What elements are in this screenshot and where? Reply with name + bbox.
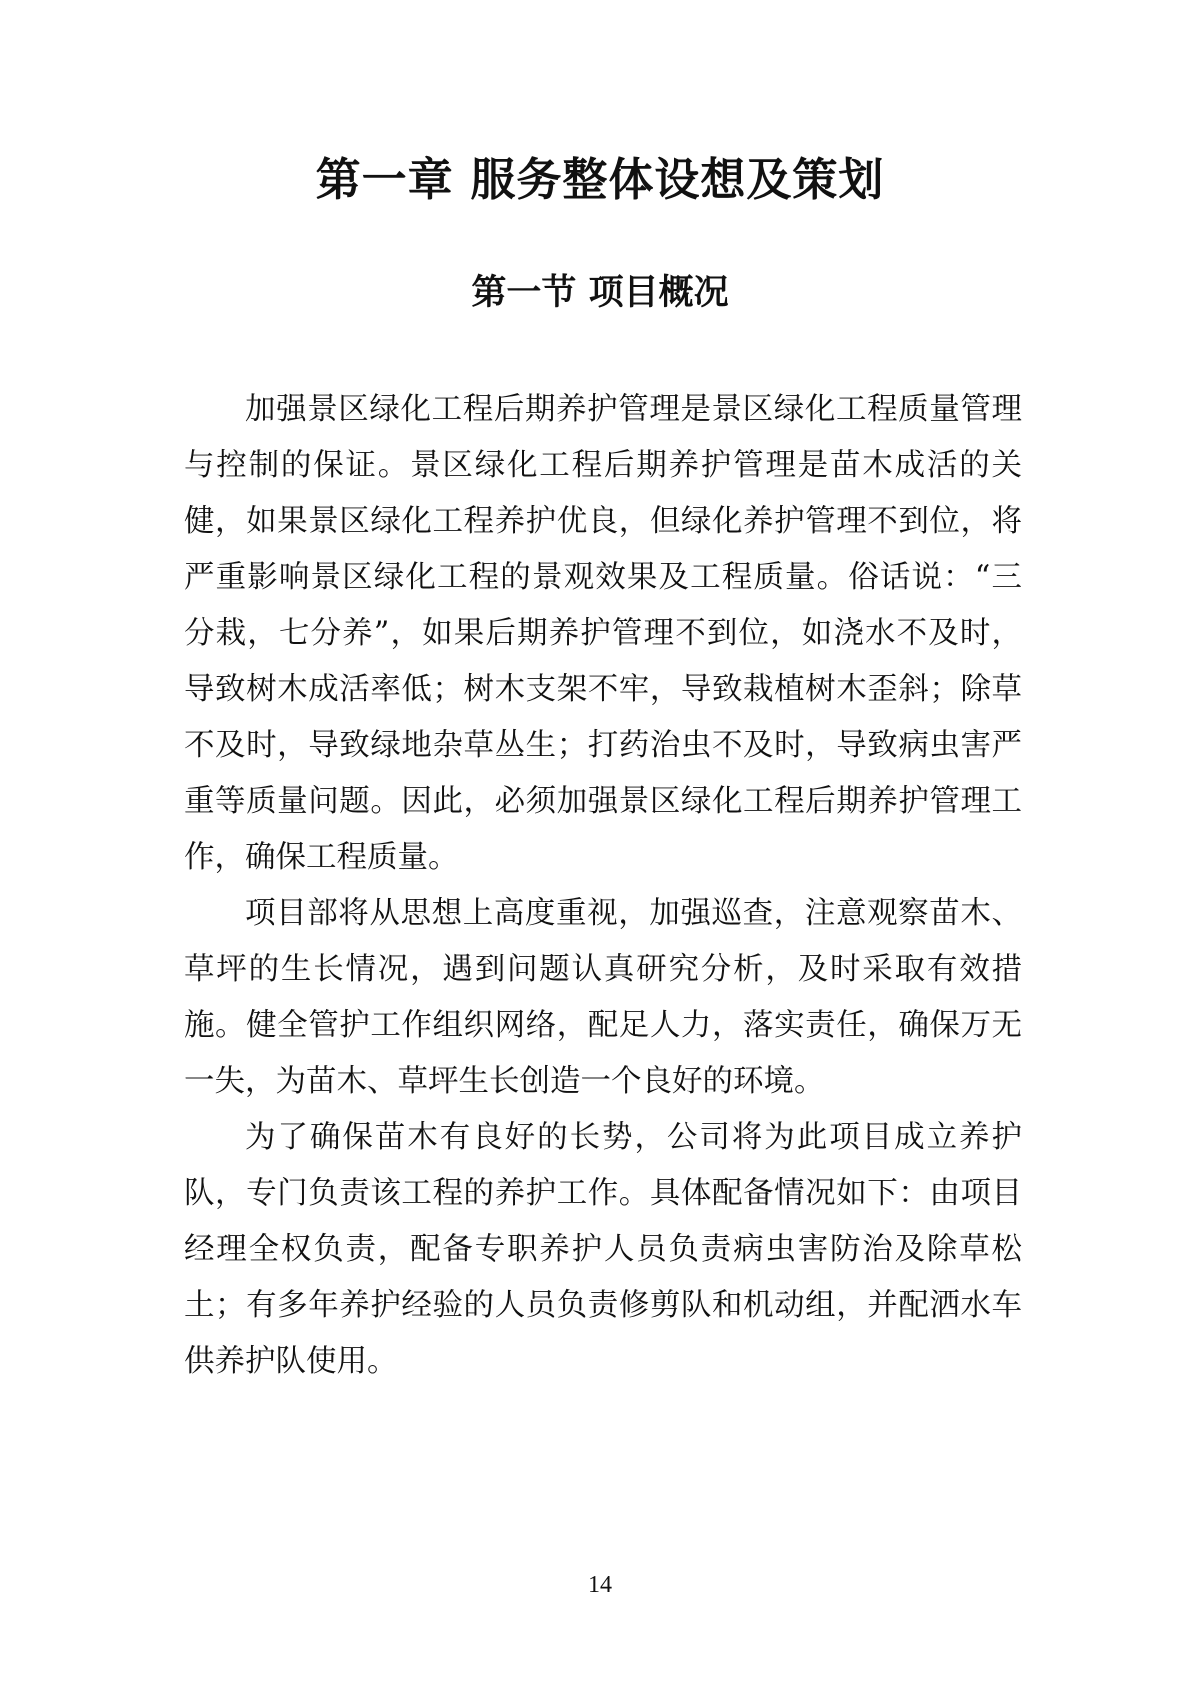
paragraph-3: 为了确保苗木有良好的长势，公司将为此项目成立养护队，专门负责该工程的养护工作。具体配备情况如下：由项目经理全权负责，配备专职养护人员负责病虫害防治及除草松土；有多年养护经验的人员负责修剪队和机动组，并配洒水车供养护队使用。: [184, 1120, 1022, 1379]
body-text: [184, 382, 1022, 1390]
section-title: 第一节 项目概况: [471, 273, 729, 313]
paragraph-1: 加强景区绿化工程后期养护管理是景区绿化工程质量管理与控制的保证。景区绿化工程后期养护管理是苗木成活的关健，如果景区绿化工程养护优良，但绿化养护管理不到位，将严重影响景区绿化工程的景观效果及工程质量。俗话说：“三分栽，七分养”，如果后期养护管理不到位，如浇水不及时，导致树木成活率低；树木支架不牢，导致栽植树木歪斜；除草不及时，导致绿地杂草丛生；打药治虫不及时，导致病虫害严重等质量问题。因此，必须加强景区绿化工程后期养护管理工作，确保工程质量。: [184, 392, 1022, 875]
page-number: 14: [588, 1572, 612, 1598]
chapter-title: 第一章 服务整体设想及策划: [315, 153, 885, 206]
paragraph-2: 项目部将从思想上高度重视，加强巡查，注意观察苗木、草坪的生长情况，遇到问题认真研究分析，及时采取有效措施。健全管护工作组织网络，配足人力，落实责任，确保万无一失，为苗木、草坪生长创造一个良好的环境。: [184, 896, 1022, 1099]
